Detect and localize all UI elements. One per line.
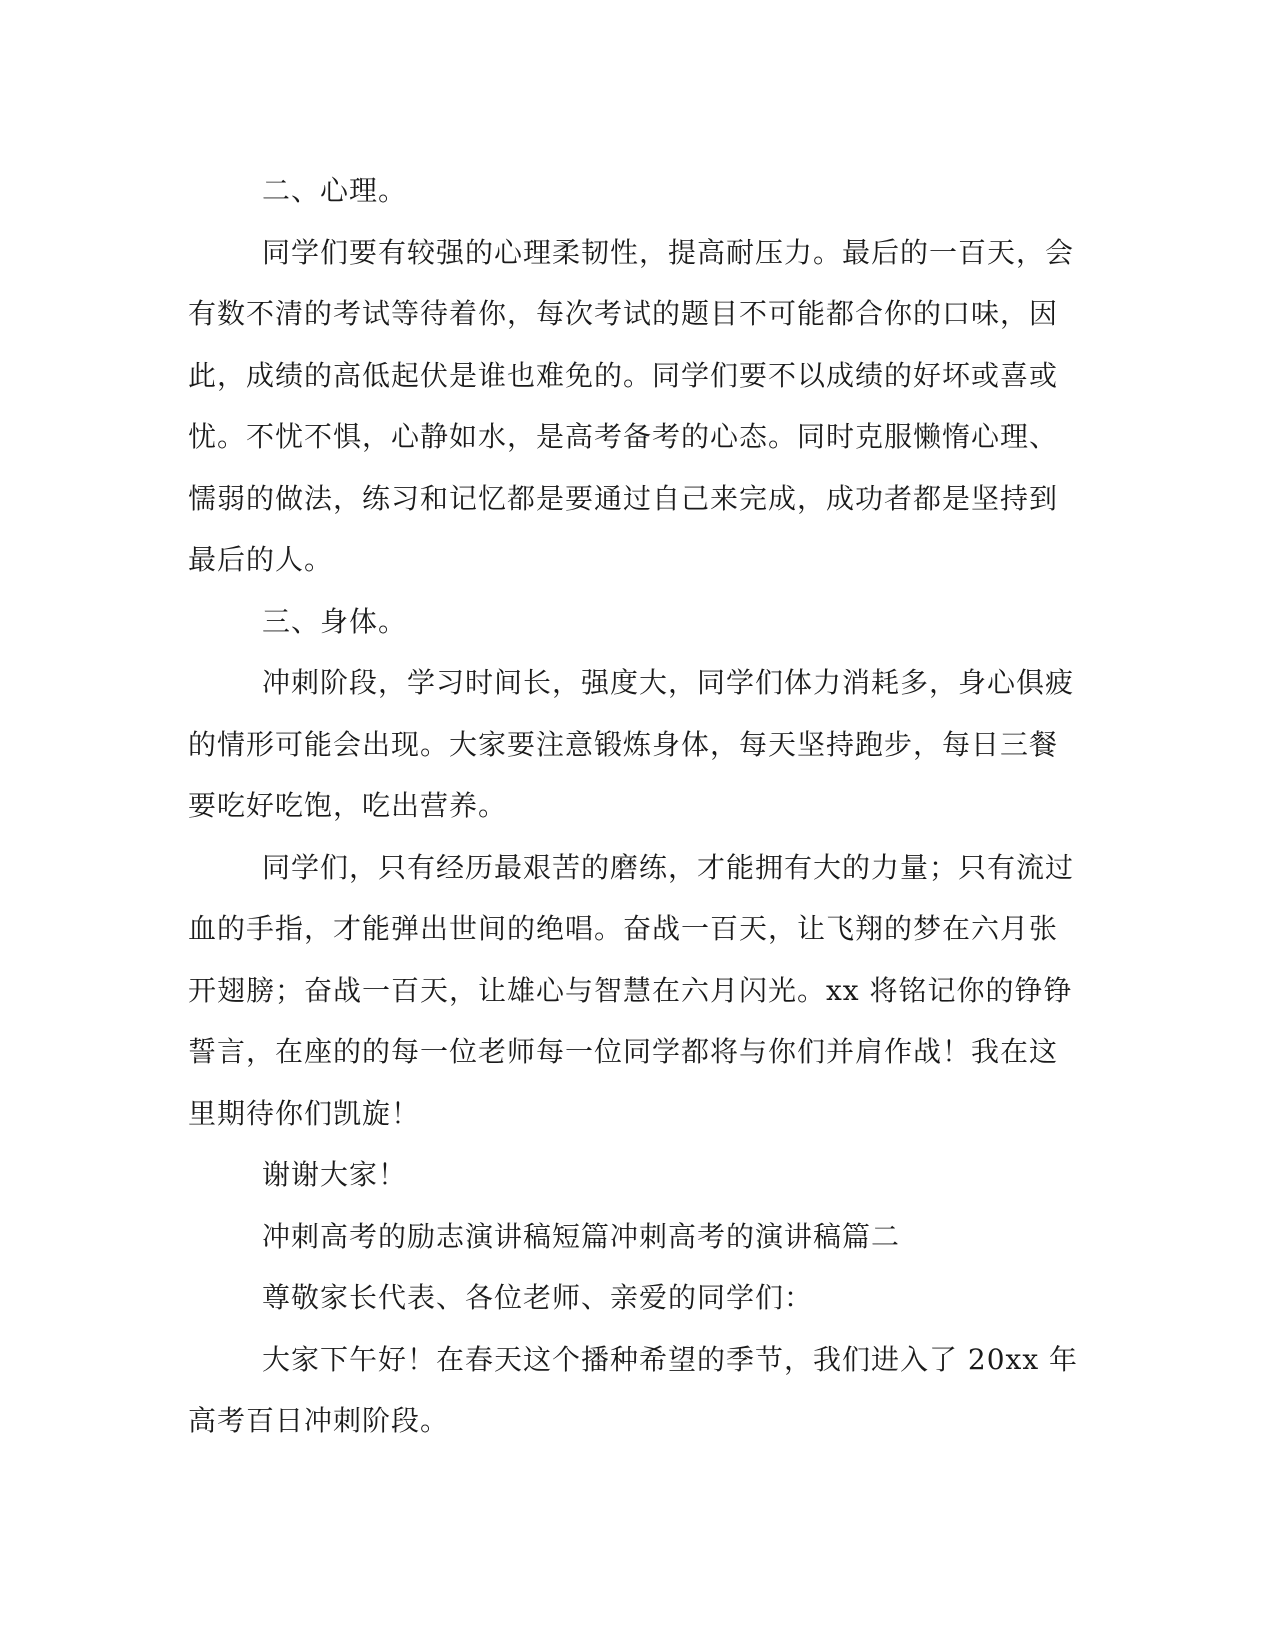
text-line: 里期待你们凯旋！ bbox=[188, 1096, 421, 1130]
paragraph-closing bbox=[188, 837, 1075, 1145]
text-line: 冲刺高考的励志演讲稿短篇冲刺高考的演讲稿篇二 bbox=[262, 1219, 901, 1253]
text-line: 有数不清的考试等待着你，每次考试的题目不可能都合你的口味，因 bbox=[188, 297, 1059, 330]
text-line: 冲刺阶段，学习时间长，强度大，同学们体力消耗多，身心俱疲 bbox=[262, 666, 1075, 699]
text-line: 高考百日冲刺阶段。 bbox=[188, 1404, 450, 1437]
text-line: 誓言，在座的的每一位老师每一位同学都将与你们并肩作战！我在这 bbox=[188, 1035, 1059, 1068]
paragraph-psychology bbox=[188, 222, 1075, 591]
text-line: 血的手指，才能弹出世间的绝唱。奋战一百天，让飞翔的梦在六月张 bbox=[188, 912, 1059, 945]
text-line: 此，成绩的高低起伏是谁也难免的。同学们要不以成绩的好坏或喜或 bbox=[188, 358, 1059, 392]
text-line: 忧。不忧不惧，心静如水，是高考备考的心态。同时克服懒惰心理、 bbox=[188, 420, 1059, 453]
text-line: 二、心理。 bbox=[262, 174, 408, 207]
section-heading-psychology bbox=[188, 160, 1068, 222]
paragraph-opening bbox=[188, 1329, 1079, 1452]
text-line: 三、身体。 bbox=[262, 604, 408, 638]
text-line: 大家下午好！在春天这个播种希望的季节，我们进入了 20xx 年 bbox=[262, 1342, 1079, 1376]
text-line: 同学们要有较强的心理柔韧性，提高耐压力。最后的一百天，会 bbox=[262, 235, 1075, 269]
text-line: 最后的人。 bbox=[188, 543, 334, 576]
text-line: 尊敬家长代表、各位老师、亲爱的同学们： bbox=[262, 1281, 814, 1314]
text-line: 同学们，只有经历最艰苦的磨练，才能拥有大的力量；只有流过 bbox=[262, 850, 1075, 884]
section-heading-body bbox=[188, 591, 1068, 653]
document-page bbox=[188, 160, 1079, 1452]
text-line: 谢谢大家！ bbox=[262, 1158, 408, 1191]
text-line: 开翅膀；奋战一百天，让雄心与智慧在六月闪光。xx 将铭记你的铮铮 bbox=[188, 973, 1073, 1007]
text-line: 的情形可能会出现。大家要注意锻炼身体，每天坚持跑步，每日三餐 bbox=[188, 727, 1059, 761]
paragraph-body bbox=[188, 652, 1075, 837]
thanks-line bbox=[188, 1144, 1068, 1206]
salutation-line bbox=[188, 1267, 1068, 1329]
section-title-part-two bbox=[188, 1206, 1068, 1268]
text-line: 懦弱的做法，练习和记忆都是要通过自己来完成，成功者都是坚持到 bbox=[188, 481, 1059, 515]
text-line: 要吃好吃饱，吃出营养。 bbox=[188, 789, 508, 822]
